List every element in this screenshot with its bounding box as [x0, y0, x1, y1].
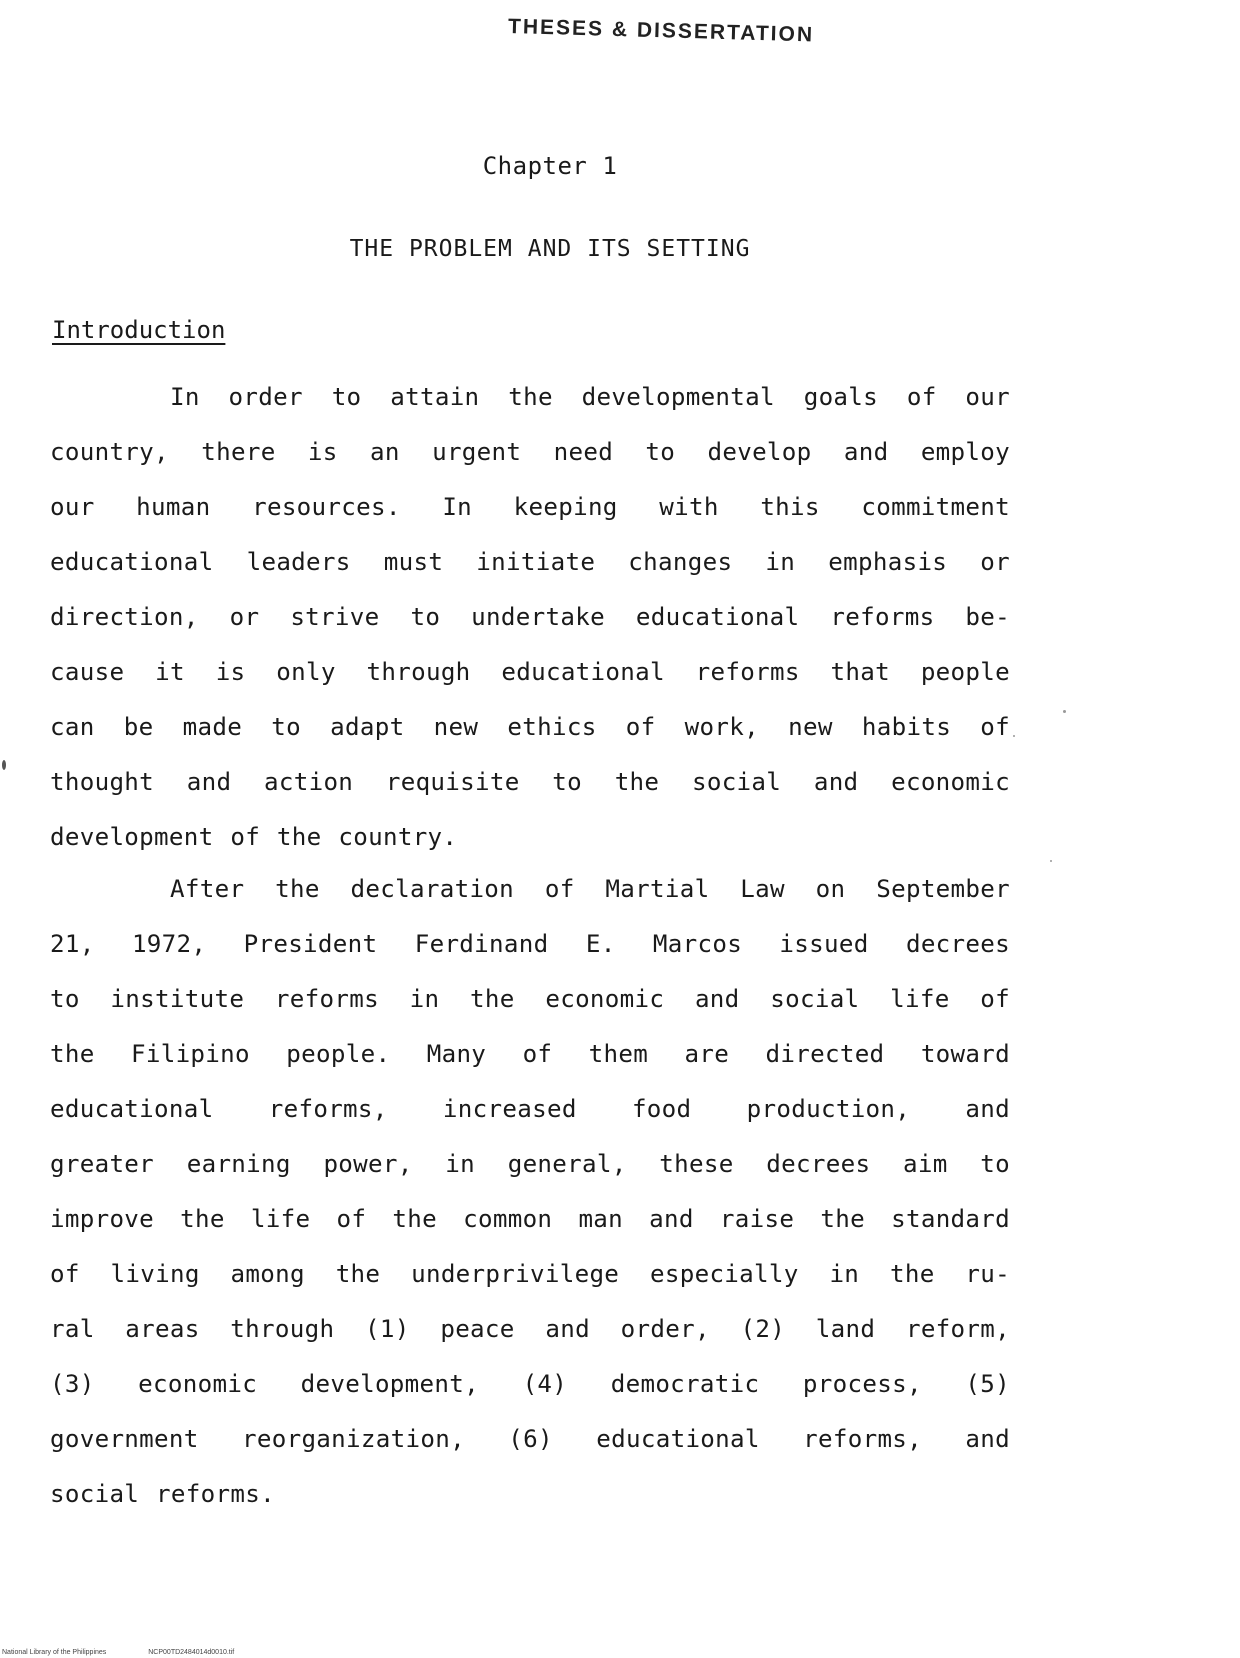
chapter-title: THE PROBLEM AND ITS SETTING — [349, 236, 751, 262]
section-heading-introduction: Introduction — [52, 316, 226, 344]
paragraph-line: thought and action requisite to the social and economic — [50, 768, 1010, 796]
footer-library: National Library of the Philippines — [2, 1649, 107, 1656]
paragraph-line: our human resources. In keeping with this commitment — [50, 493, 1010, 521]
paragraph-line: the Filipino people. Many of them are directed toward — [50, 1040, 1010, 1068]
paragraph-line: of living among the underprivilege especially in the ru- — [50, 1260, 1010, 1288]
chapter-heading: Chapter 1 — [482, 152, 618, 180]
scan-footer — [2, 1649, 274, 1656]
paragraph-1 — [50, 370, 1010, 865]
scan-speck — [2, 760, 6, 770]
paragraph-2 — [50, 862, 1010, 1522]
paragraph-line: educational leaders must initiate changes in emphasis or — [50, 548, 1010, 576]
paragraph-line: educational reforms, increased food production, and — [50, 1095, 1010, 1123]
footer-file-id: NCP00TD2484014d0010.tif — [148, 1649, 235, 1656]
paragraph-line: After the declaration of Martial Law on September — [170, 875, 1010, 903]
paragraph-line: cause it is only through educational reforms that people — [50, 658, 1010, 686]
scan-speck — [1050, 860, 1052, 862]
paragraph-line: direction, or strive to undertake educational reforms be- — [50, 603, 1010, 631]
paragraph-line: In order to attain the developmental goals of our — [170, 383, 1010, 411]
header-stamp: THESES & DISSERTATION — [507, 14, 815, 47]
paragraph-line: development of the country. — [50, 823, 458, 851]
paragraph-line: (3) economic development, (4) democratic process, (5) — [50, 1370, 1010, 1398]
scan-speck — [1063, 710, 1066, 713]
paragraph-line: 21, 1972, President Ferdinand E. Marcos issued decrees — [50, 930, 1010, 958]
paragraph-line: to institute reforms in the economic and social life of — [50, 985, 1010, 1013]
scan-speck — [1013, 735, 1015, 737]
paragraph-line: ral areas through (1) peace and order, (2) land reform, — [50, 1315, 1010, 1343]
paragraph-line: government reorganization, (6) educational reforms, and — [50, 1425, 1010, 1453]
paragraph-line: improve the life of the common man and raise the standard — [50, 1205, 1010, 1233]
paragraph-line: greater earning power, in general, these decrees aim to — [50, 1150, 1010, 1178]
paragraph-line: country, there is an urgent need to develop and employ — [50, 438, 1010, 466]
paragraph-line: social reforms. — [50, 1480, 275, 1508]
paragraph-line: can be made to adapt new ethics of work, new habits of — [50, 713, 1010, 741]
